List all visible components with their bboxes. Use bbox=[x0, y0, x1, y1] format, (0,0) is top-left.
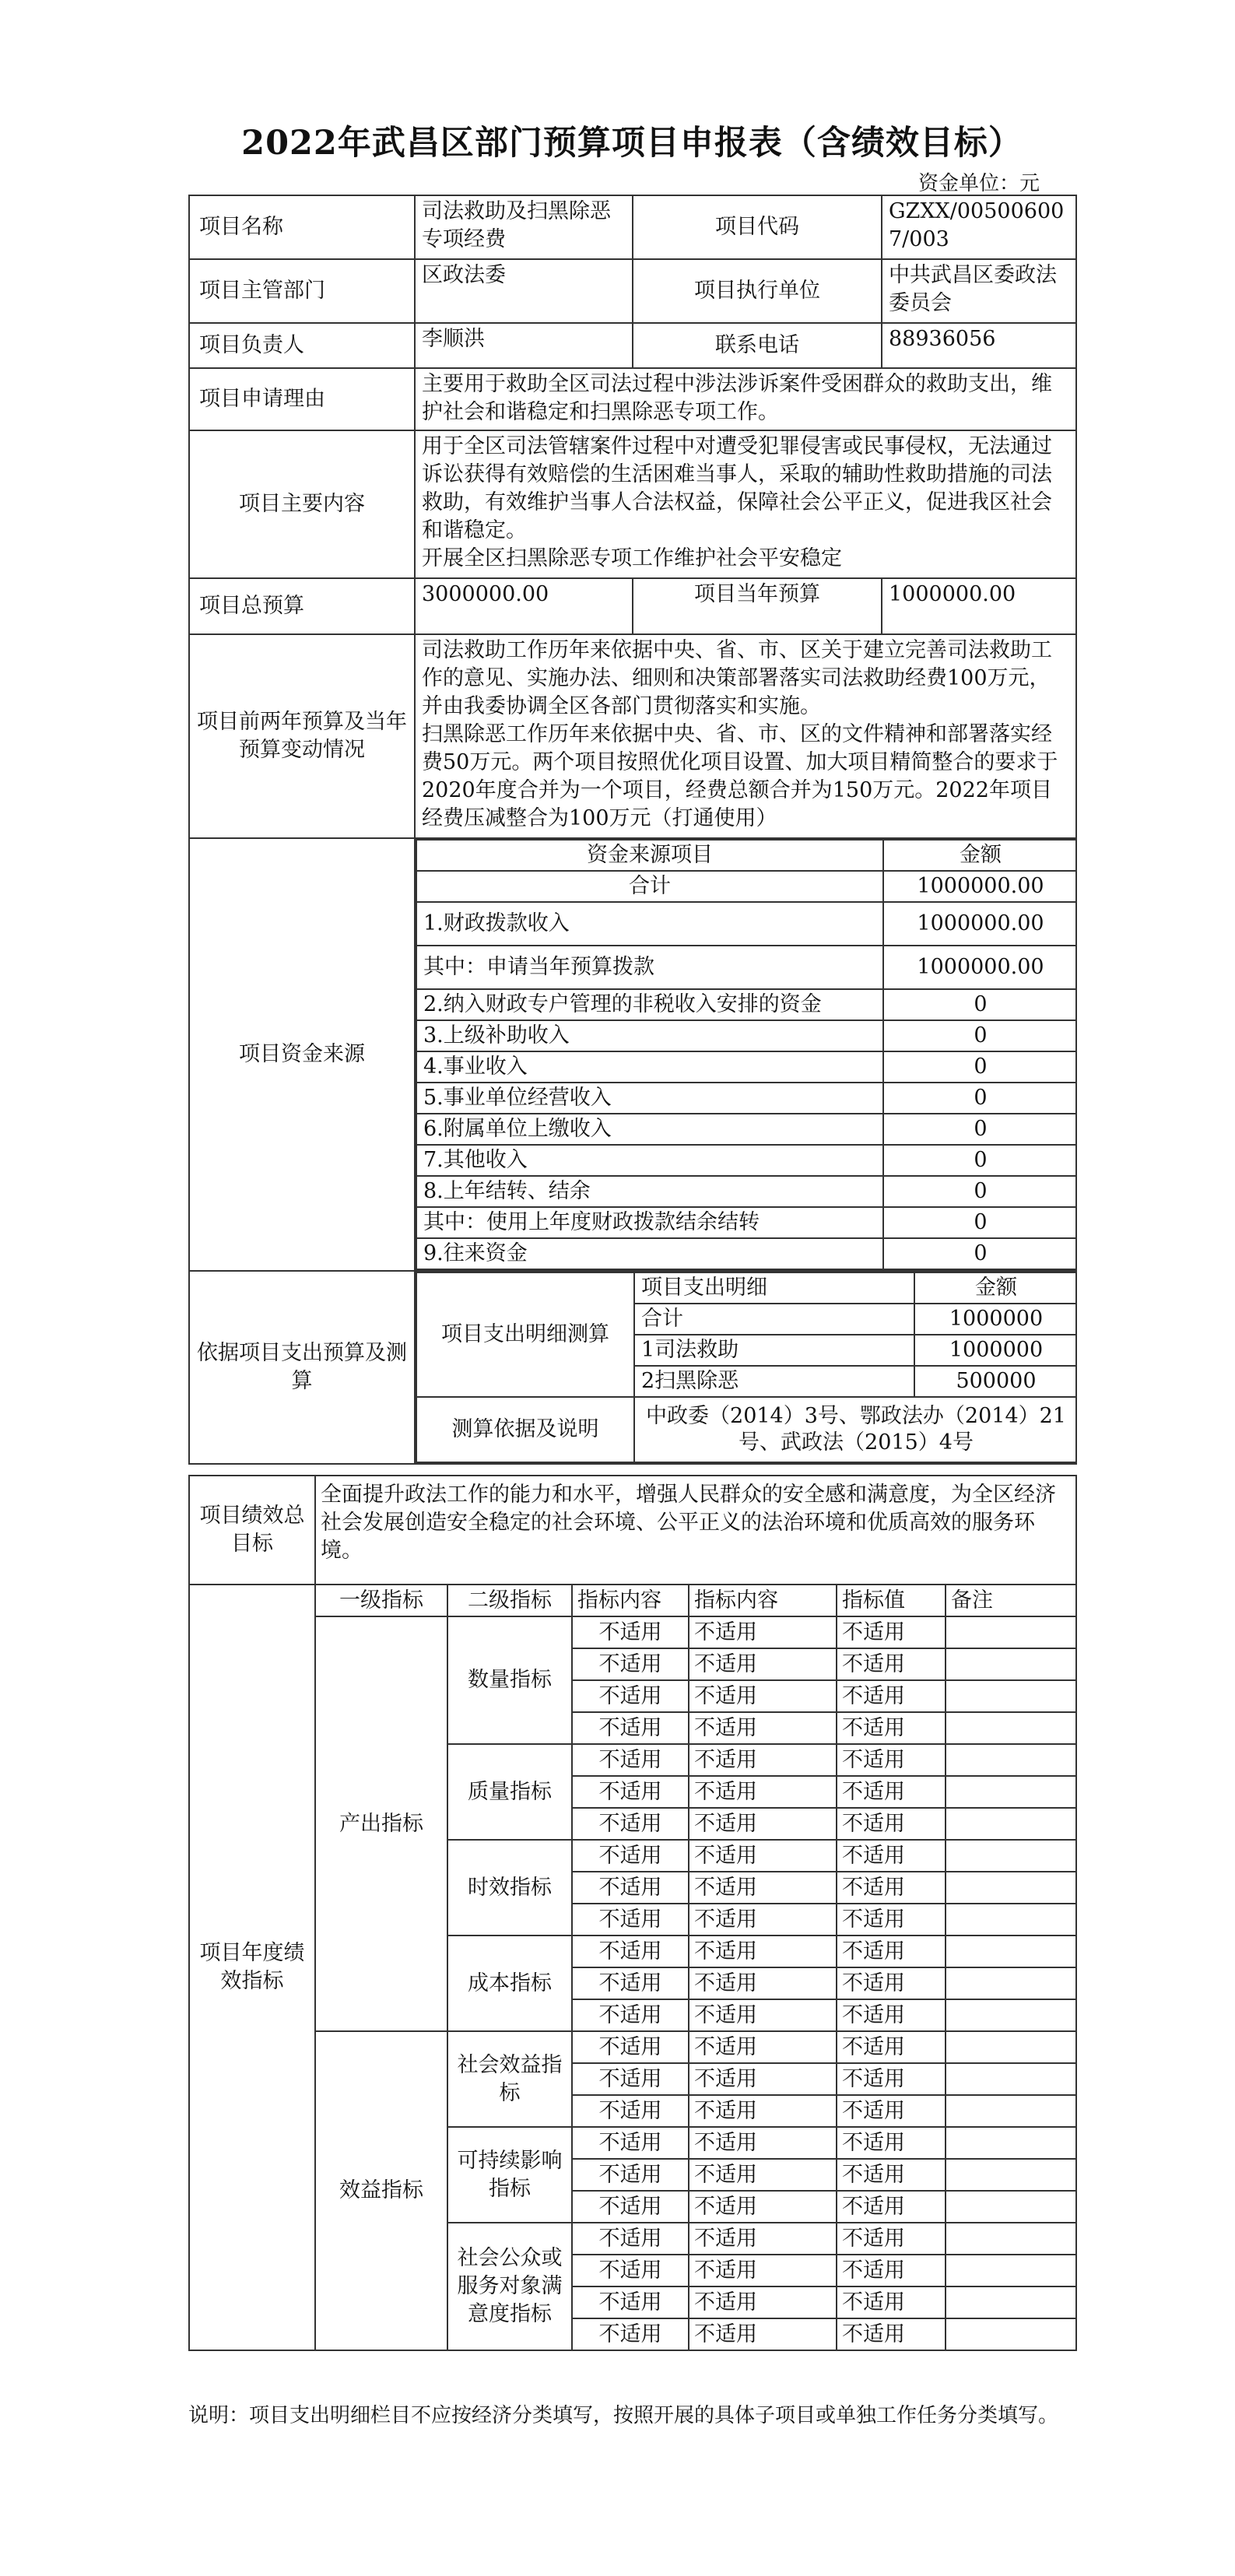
funds-row bbox=[416, 1083, 1076, 1114]
perf-header-4: 指标值 bbox=[837, 1585, 946, 1616]
perf-content-b: 不适用 bbox=[689, 2318, 837, 2350]
perf-value: 不适用 bbox=[837, 2191, 946, 2223]
person-label: 项目负责人 bbox=[189, 323, 415, 368]
perf-value: 不适用 bbox=[837, 2031, 946, 2063]
perf-value: 不适用 bbox=[837, 2255, 946, 2286]
funds-row-amount: 0 bbox=[883, 1176, 1076, 1207]
content-label: 项目主要内容 bbox=[189, 430, 415, 578]
calc-detail-label: 项目支出明细测算 bbox=[416, 1272, 634, 1397]
funds-row-amount: 1000000.00 bbox=[883, 902, 1076, 946]
perf-level2-name: 成本指标 bbox=[447, 1936, 572, 2031]
perf-content-b: 不适用 bbox=[689, 1872, 837, 1904]
perf-row bbox=[189, 2031, 1076, 2063]
perf-content-b: 不适用 bbox=[689, 2031, 837, 2063]
perf-remark bbox=[946, 1744, 1076, 1776]
perf-level2-name: 质量指标 bbox=[447, 1744, 572, 1840]
funds-row-item: 6.附属单位上缴收入 bbox=[416, 1114, 883, 1145]
perf-label: 项目年度绩效指标 bbox=[189, 1585, 315, 2350]
performance-table bbox=[188, 1475, 1077, 2351]
funds-row-item: 7.其他收入 bbox=[416, 1145, 883, 1176]
perf-content-b: 不适用 bbox=[689, 1616, 837, 1648]
funds-row-item: 1.财政拨款收入 bbox=[416, 902, 883, 946]
perf-content-b: 不适用 bbox=[689, 2223, 837, 2255]
funds-row bbox=[416, 946, 1076, 989]
content-value-1: 用于全区司法管辖案件过程中对遭受犯罪侵害或民事侵权，无法通过诉讼获得有效赔偿的生活困难当事人，采取的辅助性救助措施的司法救助，有效维护当事人合法权益，保障社会公平正义，促进我区社会和谐稳定。 bbox=[422, 434, 1052, 542]
funds-row bbox=[416, 871, 1076, 902]
perf-remark bbox=[946, 2159, 1076, 2191]
funds-row-amount: 1000000.00 bbox=[883, 946, 1076, 989]
funds-row bbox=[416, 1176, 1076, 1207]
calc-table bbox=[416, 1272, 1076, 1463]
perf-header-1: 二级指标 bbox=[447, 1585, 572, 1616]
exec-unit-value: 中共武昌区委政法委员会 bbox=[882, 259, 1076, 323]
perf-content-a: 不适用 bbox=[572, 2095, 689, 2127]
perf-content-a: 不适用 bbox=[572, 2223, 689, 2255]
perf-content-b: 不适用 bbox=[689, 1936, 837, 1967]
perf-remark bbox=[946, 1808, 1076, 1840]
funds-row-item: 其中：使用上年度财政拨款结余结转 bbox=[416, 1207, 883, 1238]
calc-row-amount: 1000000 bbox=[914, 1335, 1076, 1366]
funds-row bbox=[416, 1020, 1076, 1051]
perf-content-b: 不适用 bbox=[689, 1904, 837, 1936]
perf-remark bbox=[946, 1967, 1076, 1999]
perf-remark bbox=[946, 1999, 1076, 2031]
perf-content-a: 不适用 bbox=[572, 1648, 689, 1680]
total-budget-label: 项目总预算 bbox=[189, 578, 415, 634]
funds-header-amount: 金额 bbox=[883, 840, 1076, 871]
year-budget-value: 1000000.00 bbox=[882, 578, 1076, 634]
page-title: 2022年武昌区部门预算项目申报表（含绩效目标） bbox=[241, 124, 1023, 163]
perf-value: 不适用 bbox=[837, 1648, 946, 1680]
funds-row-item: 3.上级补助收入 bbox=[416, 1020, 883, 1051]
perf-remark bbox=[946, 1936, 1076, 1967]
perf-content-b: 不适用 bbox=[689, 2063, 837, 2095]
budget-change-value-2: 扫黑除恶工作历年来依据中央、省、市、区的文件精神和部署落实经费50万元。两个项目按照优化项目设置、加大项目精简整合的要求于2020年度合并为一个项目，经费总额合并为150万元。2022年项目经费压减整合为100万元（打通使用） bbox=[422, 722, 1058, 830]
perf-content-b: 不适用 bbox=[689, 1967, 837, 1999]
project-code-label: 项目代码 bbox=[633, 195, 882, 259]
perf-remark bbox=[946, 1872, 1076, 1904]
perf-remark bbox=[946, 2031, 1076, 2063]
calc-row-item: 1司法救助 bbox=[634, 1335, 914, 1366]
perf-content-a: 不适用 bbox=[572, 2286, 689, 2318]
funds-header-item: 资金来源项目 bbox=[416, 840, 883, 871]
perf-remark bbox=[946, 2095, 1076, 2127]
perf-content-a: 不适用 bbox=[572, 2127, 689, 2159]
perf-content-a: 不适用 bbox=[572, 1616, 689, 1648]
funds-row bbox=[416, 989, 1076, 1020]
funds-row-amount: 0 bbox=[883, 1020, 1076, 1051]
perf-content-b: 不适用 bbox=[689, 1712, 837, 1744]
perf-content-b: 不适用 bbox=[689, 1680, 837, 1712]
perf-header-5: 备注 bbox=[946, 1585, 1076, 1616]
calc-header-item: 项目支出明细 bbox=[634, 1272, 914, 1304]
perf-content-b: 不适用 bbox=[689, 1648, 837, 1680]
perf-content-a: 不适用 bbox=[572, 1712, 689, 1744]
funds-source-cell bbox=[415, 838, 1076, 1271]
project-name-value: 司法救助及扫黑除恶专项经费 bbox=[415, 195, 633, 259]
perf-remark bbox=[946, 1776, 1076, 1808]
year-budget-label: 项目当年预算 bbox=[633, 578, 882, 634]
dept-value: 区政法委 bbox=[415, 259, 633, 323]
funds-row-amount: 0 bbox=[883, 1083, 1076, 1114]
reason-label: 项目申请理由 bbox=[189, 368, 415, 430]
perf-content-b: 不适用 bbox=[689, 2191, 837, 2223]
phone-value: 88936056 bbox=[882, 323, 1076, 368]
perf-remark bbox=[946, 2127, 1076, 2159]
project-name-label: 项目名称 bbox=[189, 195, 415, 259]
funds-row bbox=[416, 1145, 1076, 1176]
perf-remark bbox=[946, 2063, 1076, 2095]
calc-row-amount: 500000 bbox=[914, 1366, 1076, 1397]
perf-level1-output: 产出指标 bbox=[315, 1616, 447, 2031]
perf-value: 不适用 bbox=[837, 1967, 946, 1999]
calc-label: 依据项目支出预算及测算 bbox=[189, 1271, 415, 1464]
perf-content-a: 不适用 bbox=[572, 1744, 689, 1776]
perf-level1-benefit: 效益指标 bbox=[315, 2031, 447, 2350]
phone-label: 联系电话 bbox=[633, 323, 882, 368]
calc-row-item: 2扫黑除恶 bbox=[634, 1366, 914, 1397]
perf-remark bbox=[946, 1680, 1076, 1712]
funds-row bbox=[416, 1114, 1076, 1145]
perf-content-a: 不适用 bbox=[572, 1967, 689, 1999]
perf-content-a: 不适用 bbox=[572, 1999, 689, 2031]
perf-content-b: 不适用 bbox=[689, 2255, 837, 2286]
funds-row-amount: 0 bbox=[883, 1207, 1076, 1238]
perf-value: 不适用 bbox=[837, 1840, 946, 1872]
perf-level2-name: 社会公众或服务对象满意度指标 bbox=[447, 2223, 572, 2350]
funds-row-item: 2.纳入财政专户管理的非税收入安排的资金 bbox=[416, 989, 883, 1020]
calc-row-item: 合计 bbox=[634, 1304, 914, 1335]
perf-row bbox=[189, 1616, 1076, 1648]
perf-content-a: 不适用 bbox=[572, 2191, 689, 2223]
funds-row bbox=[416, 902, 1076, 946]
perf-value: 不适用 bbox=[837, 1872, 946, 1904]
funds-row-item: 8.上年结转、结余 bbox=[416, 1176, 883, 1207]
perf-remark bbox=[946, 2318, 1076, 2350]
perf-content-b: 不适用 bbox=[689, 1744, 837, 1776]
perf-value: 不适用 bbox=[837, 2286, 946, 2318]
perf-content-b: 不适用 bbox=[689, 2286, 837, 2318]
funds-row-item: 9.往来资金 bbox=[416, 1238, 883, 1269]
perf-content-b: 不适用 bbox=[689, 2095, 837, 2127]
perf-content-b: 不适用 bbox=[689, 2127, 837, 2159]
calc-basis-value: 中政委（2014）3号、鄂政法办（2014）21号、武政法（2015）4号 bbox=[634, 1397, 1076, 1462]
funds-row-item: 其中：申请当年预算拨款 bbox=[416, 946, 883, 989]
funds-row-item: 合计 bbox=[416, 871, 883, 902]
perf-value: 不适用 bbox=[837, 1744, 946, 1776]
perf-content-b: 不适用 bbox=[689, 1776, 837, 1808]
perf-value: 不适用 bbox=[837, 2095, 946, 2127]
perf-remark bbox=[946, 1648, 1076, 1680]
perf-value: 不适用 bbox=[837, 2063, 946, 2095]
perf-value: 不适用 bbox=[837, 1999, 946, 2031]
funds-row-amount: 0 bbox=[883, 1114, 1076, 1145]
perf-content-b: 不适用 bbox=[689, 1808, 837, 1840]
budget-change-label: 项目前两年预算及当年预算变动情况 bbox=[189, 634, 415, 838]
dept-label: 项目主管部门 bbox=[189, 259, 415, 323]
perf-value: 不适用 bbox=[837, 1616, 946, 1648]
funds-row bbox=[416, 1238, 1076, 1269]
content-value bbox=[415, 430, 1076, 578]
funds-row-item: 5.事业单位经营收入 bbox=[416, 1083, 883, 1114]
perf-value: 不适用 bbox=[837, 2159, 946, 2191]
perf-value: 不适用 bbox=[837, 2127, 946, 2159]
perf-level2-name: 可持续影响指标 bbox=[447, 2127, 572, 2223]
perf-remark bbox=[946, 2223, 1076, 2255]
perf-value: 不适用 bbox=[837, 1776, 946, 1808]
perf-content-a: 不适用 bbox=[572, 2318, 689, 2350]
perf-content-a: 不适用 bbox=[572, 2031, 689, 2063]
perf-content-a: 不适用 bbox=[572, 1904, 689, 1936]
perf-content-a: 不适用 bbox=[572, 1680, 689, 1712]
perf-header-3: 指标内容 bbox=[689, 1585, 837, 1616]
funds-row-amount: 0 bbox=[883, 989, 1076, 1020]
funds-source-table bbox=[416, 839, 1076, 1270]
perf-level2-name: 时效指标 bbox=[447, 1840, 572, 1936]
perf-content-a: 不适用 bbox=[572, 2255, 689, 2286]
perf-value: 不适用 bbox=[837, 2223, 946, 2255]
total-budget-value: 3000000.00 bbox=[415, 578, 633, 634]
project-code-value: GZXX/005006007/003 bbox=[882, 195, 1076, 259]
perf-remark bbox=[946, 1712, 1076, 1744]
perf-remark bbox=[946, 2191, 1076, 2223]
funds-row bbox=[416, 1051, 1076, 1083]
perf-value: 不适用 bbox=[837, 2318, 946, 2350]
funds-row bbox=[416, 1207, 1076, 1238]
perf-content-a: 不适用 bbox=[572, 1840, 689, 1872]
perf-content-a: 不适用 bbox=[572, 1936, 689, 1967]
funds-row-item: 4.事业收入 bbox=[416, 1051, 883, 1083]
budget-change-value bbox=[415, 634, 1076, 838]
calc-row-amount: 1000000 bbox=[914, 1304, 1076, 1335]
perf-remark bbox=[946, 2286, 1076, 2318]
content-value-2: 开展全区扫黑除恶专项工作维护社会平安稳定 bbox=[422, 546, 842, 570]
calc-cell bbox=[415, 1271, 1076, 1464]
calc-basis-label: 测算依据及说明 bbox=[416, 1397, 634, 1462]
funds-row-amount: 1000000.00 bbox=[883, 871, 1076, 902]
perf-remark bbox=[946, 2255, 1076, 2286]
perf-content-b: 不适用 bbox=[689, 1840, 837, 1872]
perf-level2-name: 数量指标 bbox=[447, 1616, 572, 1744]
funds-row-amount: 0 bbox=[883, 1238, 1076, 1269]
project-info-table bbox=[188, 195, 1077, 1465]
perf-content-a: 不适用 bbox=[572, 2063, 689, 2095]
perf-header-0: 一级指标 bbox=[315, 1585, 447, 1616]
person-value: 李顺洪 bbox=[415, 323, 633, 368]
calc-header-amount: 金额 bbox=[914, 1272, 1076, 1304]
funds-source-label: 项目资金来源 bbox=[189, 838, 415, 1271]
funds-row-amount: 0 bbox=[883, 1051, 1076, 1083]
reason-value: 主要用于救助全区司法过程中涉法涉诉案件受困群众的救助支出，维护社会和谐稳定和扫黑除恶专项工作。 bbox=[415, 368, 1076, 430]
perf-content-b: 不适用 bbox=[689, 2159, 837, 2191]
perf-value: 不适用 bbox=[837, 1936, 946, 1967]
perf-content-a: 不适用 bbox=[572, 1872, 689, 1904]
footer-note: 说明：项目支出明细栏目不应按经济分类填写，按照开展的具体子项目或单独工作任务分类填写。 bbox=[188, 2404, 1059, 2427]
perf-remark bbox=[946, 1616, 1076, 1648]
perf-value: 不适用 bbox=[837, 1680, 946, 1712]
goal-label: 项目绩效总目标 bbox=[189, 1476, 315, 1585]
perf-remark bbox=[946, 1840, 1076, 1872]
perf-remark bbox=[946, 1904, 1076, 1936]
exec-unit-label: 项目执行单位 bbox=[633, 259, 882, 323]
perf-content-b: 不适用 bbox=[689, 1999, 837, 2031]
perf-value: 不适用 bbox=[837, 1712, 946, 1744]
perf-content-a: 不适用 bbox=[572, 1808, 689, 1840]
funds-row-amount: 0 bbox=[883, 1145, 1076, 1176]
perf-header-2: 指标内容 bbox=[572, 1585, 689, 1616]
budget-change-value-1: 司法救助工作历年来依据中央、省、市、区关于建立完善司法救助工作的意见、实施办法、细则和决策部署落实司法救助经费100万元，并由我委协调全区各部门贯彻落实和实施。 bbox=[422, 638, 1052, 718]
perf-content-a: 不适用 bbox=[572, 1776, 689, 1808]
perf-content-a: 不适用 bbox=[572, 2159, 689, 2191]
perf-value: 不适用 bbox=[837, 1904, 946, 1936]
perf-value: 不适用 bbox=[837, 1808, 946, 1840]
goal-value: 全面提升政法工作的能力和水平，增强人民群众的安全感和满意度，为全区经济社会发展创造安全稳定的社会环境、公平正义的法治环境和优质高效的服务环境。 bbox=[315, 1476, 1076, 1585]
perf-level2-name: 社会效益指标 bbox=[447, 2031, 572, 2127]
currency-unit: 资金单位：元 bbox=[918, 172, 1040, 195]
